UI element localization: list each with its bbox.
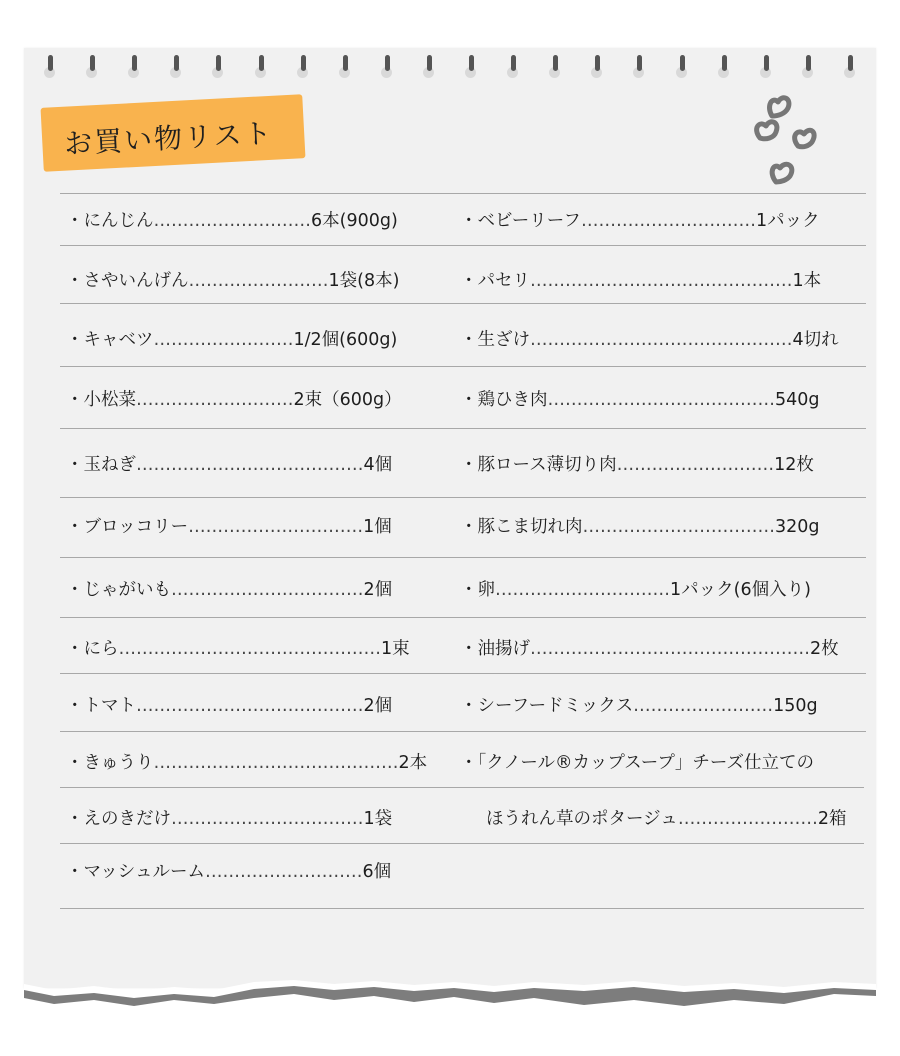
list-item — [66, 513, 392, 538]
item-leader: …………………………… — [171, 580, 364, 600]
list-item — [460, 207, 820, 232]
item-name: ・にら — [66, 639, 119, 659]
item-name: ・卵 — [460, 580, 495, 600]
item-name: ・マッシュルーム — [66, 862, 205, 882]
torn-edge — [24, 960, 876, 1020]
item-name: ・パセリ — [460, 271, 530, 291]
list-item — [66, 858, 391, 883]
list-item — [486, 805, 846, 830]
item-leader: ……………………… — [204, 862, 363, 882]
item-quantity: 150g — [773, 696, 818, 716]
list-item — [66, 451, 392, 476]
item-quantity: 4切れ — [792, 330, 839, 350]
item-quantity: 1パック(6個入り) — [670, 580, 811, 600]
list-rule — [60, 428, 866, 429]
item-quantity: 2本 — [398, 753, 428, 773]
item-name: ・鶏ひき肉 — [460, 390, 548, 410]
list-item — [460, 326, 839, 351]
list-item — [460, 749, 814, 774]
item-name: ・きゅうり — [66, 753, 154, 773]
item-name: ・ベビーリーフ — [460, 211, 581, 231]
item-quantity: 1束 — [381, 639, 410, 659]
binder-ring-icon — [507, 55, 519, 81]
item-quantity: 1袋 — [363, 809, 393, 829]
item-quantity: 540g — [775, 390, 820, 410]
binder-ring-icon — [44, 55, 56, 81]
item-name: ・小松菜 — [66, 390, 136, 410]
binder-ring-icon — [844, 55, 856, 81]
binder-ring-icon — [718, 55, 730, 81]
list-item — [66, 326, 397, 351]
page-title: お買い物リスト — [63, 116, 275, 161]
item-quantity: 4個 — [363, 455, 393, 475]
list-item — [460, 386, 820, 411]
list-rule — [60, 193, 866, 194]
item-quantity: 1袋(8本) — [328, 271, 400, 291]
list-item — [460, 267, 821, 292]
binder-ring-icon — [591, 55, 603, 81]
binder-ring-icon — [465, 55, 477, 81]
binder-ring-icon — [212, 55, 224, 81]
list-rule — [60, 303, 866, 304]
item-name: ・豚ロース薄切り肉 — [460, 455, 617, 475]
item-leader: ………………………………… — [547, 390, 775, 410]
item-leader: ……………………… — [136, 390, 294, 410]
item-name: ・生ざけ — [460, 330, 530, 350]
item-leader: ………………………… — [188, 517, 364, 537]
list-rule — [60, 617, 866, 618]
item-name: ・豚こま切れ肉 — [460, 517, 583, 537]
item-leader: ……………………… — [616, 455, 775, 475]
item-quantity: 2箱 — [817, 809, 847, 829]
item-name: ・キャベツ — [66, 330, 154, 350]
binder-ring-icon — [170, 55, 182, 81]
binder-ring-icon — [128, 55, 140, 81]
item-leader: …………………… — [677, 809, 818, 829]
item-quantity: 2枚 — [810, 639, 839, 659]
list-rule — [60, 908, 864, 909]
list-item — [66, 576, 392, 601]
item-name: ほうれん草のポタージュ — [486, 809, 678, 829]
item-quantity: 2個 — [363, 696, 393, 716]
item-quantity: 2束（600g） — [293, 390, 402, 410]
item-leader: …………………………… — [582, 517, 775, 537]
item-name: ・シーフードミックス — [460, 696, 634, 716]
item-name: ・じゃがいも — [66, 580, 171, 600]
list-item — [460, 451, 814, 476]
item-leader: …………………… — [153, 330, 294, 350]
list-item — [66, 386, 402, 411]
item-quantity: 2個 — [363, 580, 393, 600]
item-leader: ……………………………………… — [118, 639, 381, 659]
list-rule — [60, 731, 866, 732]
item-leader: …………………… — [188, 271, 329, 291]
item-leader: ………………………………………… — [530, 639, 810, 659]
list-item — [66, 749, 427, 774]
list-item — [460, 576, 811, 601]
binder-ring-icon — [676, 55, 688, 81]
item-quantity: 6個 — [362, 862, 392, 882]
item-leader: ……………………………………… — [530, 330, 793, 350]
binder-ring-icon — [633, 55, 645, 81]
binder-ring-icon — [760, 55, 772, 81]
list-rule — [60, 843, 864, 844]
item-leader: …………………………………… — [153, 753, 399, 773]
item-quantity: 12枚 — [774, 455, 814, 475]
binder-ring-icon — [549, 55, 561, 81]
list-rule — [60, 557, 866, 558]
binder-ring-icon — [381, 55, 393, 81]
item-quantity: 6本(900g) — [311, 211, 398, 231]
item-leader: ………………………………… — [136, 455, 364, 475]
list-item — [66, 805, 392, 830]
item-leader: ………………………… — [495, 580, 670, 600]
binder-ring-icon — [423, 55, 435, 81]
item-quantity: 1本 — [792, 271, 822, 291]
item-leader: ……………………………………… — [530, 271, 793, 291]
item-name: ・「クノール®カップスープ」チーズ仕立ての — [460, 753, 815, 773]
item-name: ・にんじん — [66, 211, 154, 231]
item-name: ・玉ねぎ — [66, 455, 136, 475]
item-name: ・えのきだけ — [66, 809, 171, 829]
list-rule — [60, 245, 866, 246]
list-item — [66, 692, 392, 717]
item-name: ・ブロッコリー — [66, 517, 189, 537]
item-quantity: 1パック — [755, 211, 820, 231]
item-name: ・さやいんげん — [66, 271, 189, 291]
heart-icon — [748, 88, 824, 188]
item-leader: …………………… — [633, 696, 774, 716]
list-rule — [60, 497, 866, 498]
list-item — [66, 267, 399, 292]
binder-ring-icon — [339, 55, 351, 81]
list-item — [460, 513, 820, 538]
list-rule — [60, 673, 866, 674]
item-leader: ……………………… — [153, 211, 311, 231]
binder-ring-icon — [802, 55, 814, 81]
item-quantity: 1/2個(600g) — [293, 330, 398, 350]
item-quantity: 320g — [775, 517, 820, 537]
item-quantity: 1個 — [363, 517, 392, 537]
list-item — [460, 635, 839, 660]
binder-ring-icon — [297, 55, 309, 81]
item-leader: ………………………… — [580, 211, 756, 231]
list-item — [66, 207, 398, 232]
list-rule — [60, 366, 866, 367]
item-name: ・油揚げ — [460, 639, 530, 659]
binder-ring-icon — [255, 55, 267, 81]
list-rule — [60, 787, 864, 788]
item-name: ・トマト — [66, 696, 136, 716]
list-item — [66, 635, 410, 660]
list-item — [460, 692, 818, 717]
item-leader: …………………………… — [171, 809, 364, 829]
binder-ring-icon — [86, 55, 98, 81]
item-leader: ………………………………… — [136, 696, 364, 716]
